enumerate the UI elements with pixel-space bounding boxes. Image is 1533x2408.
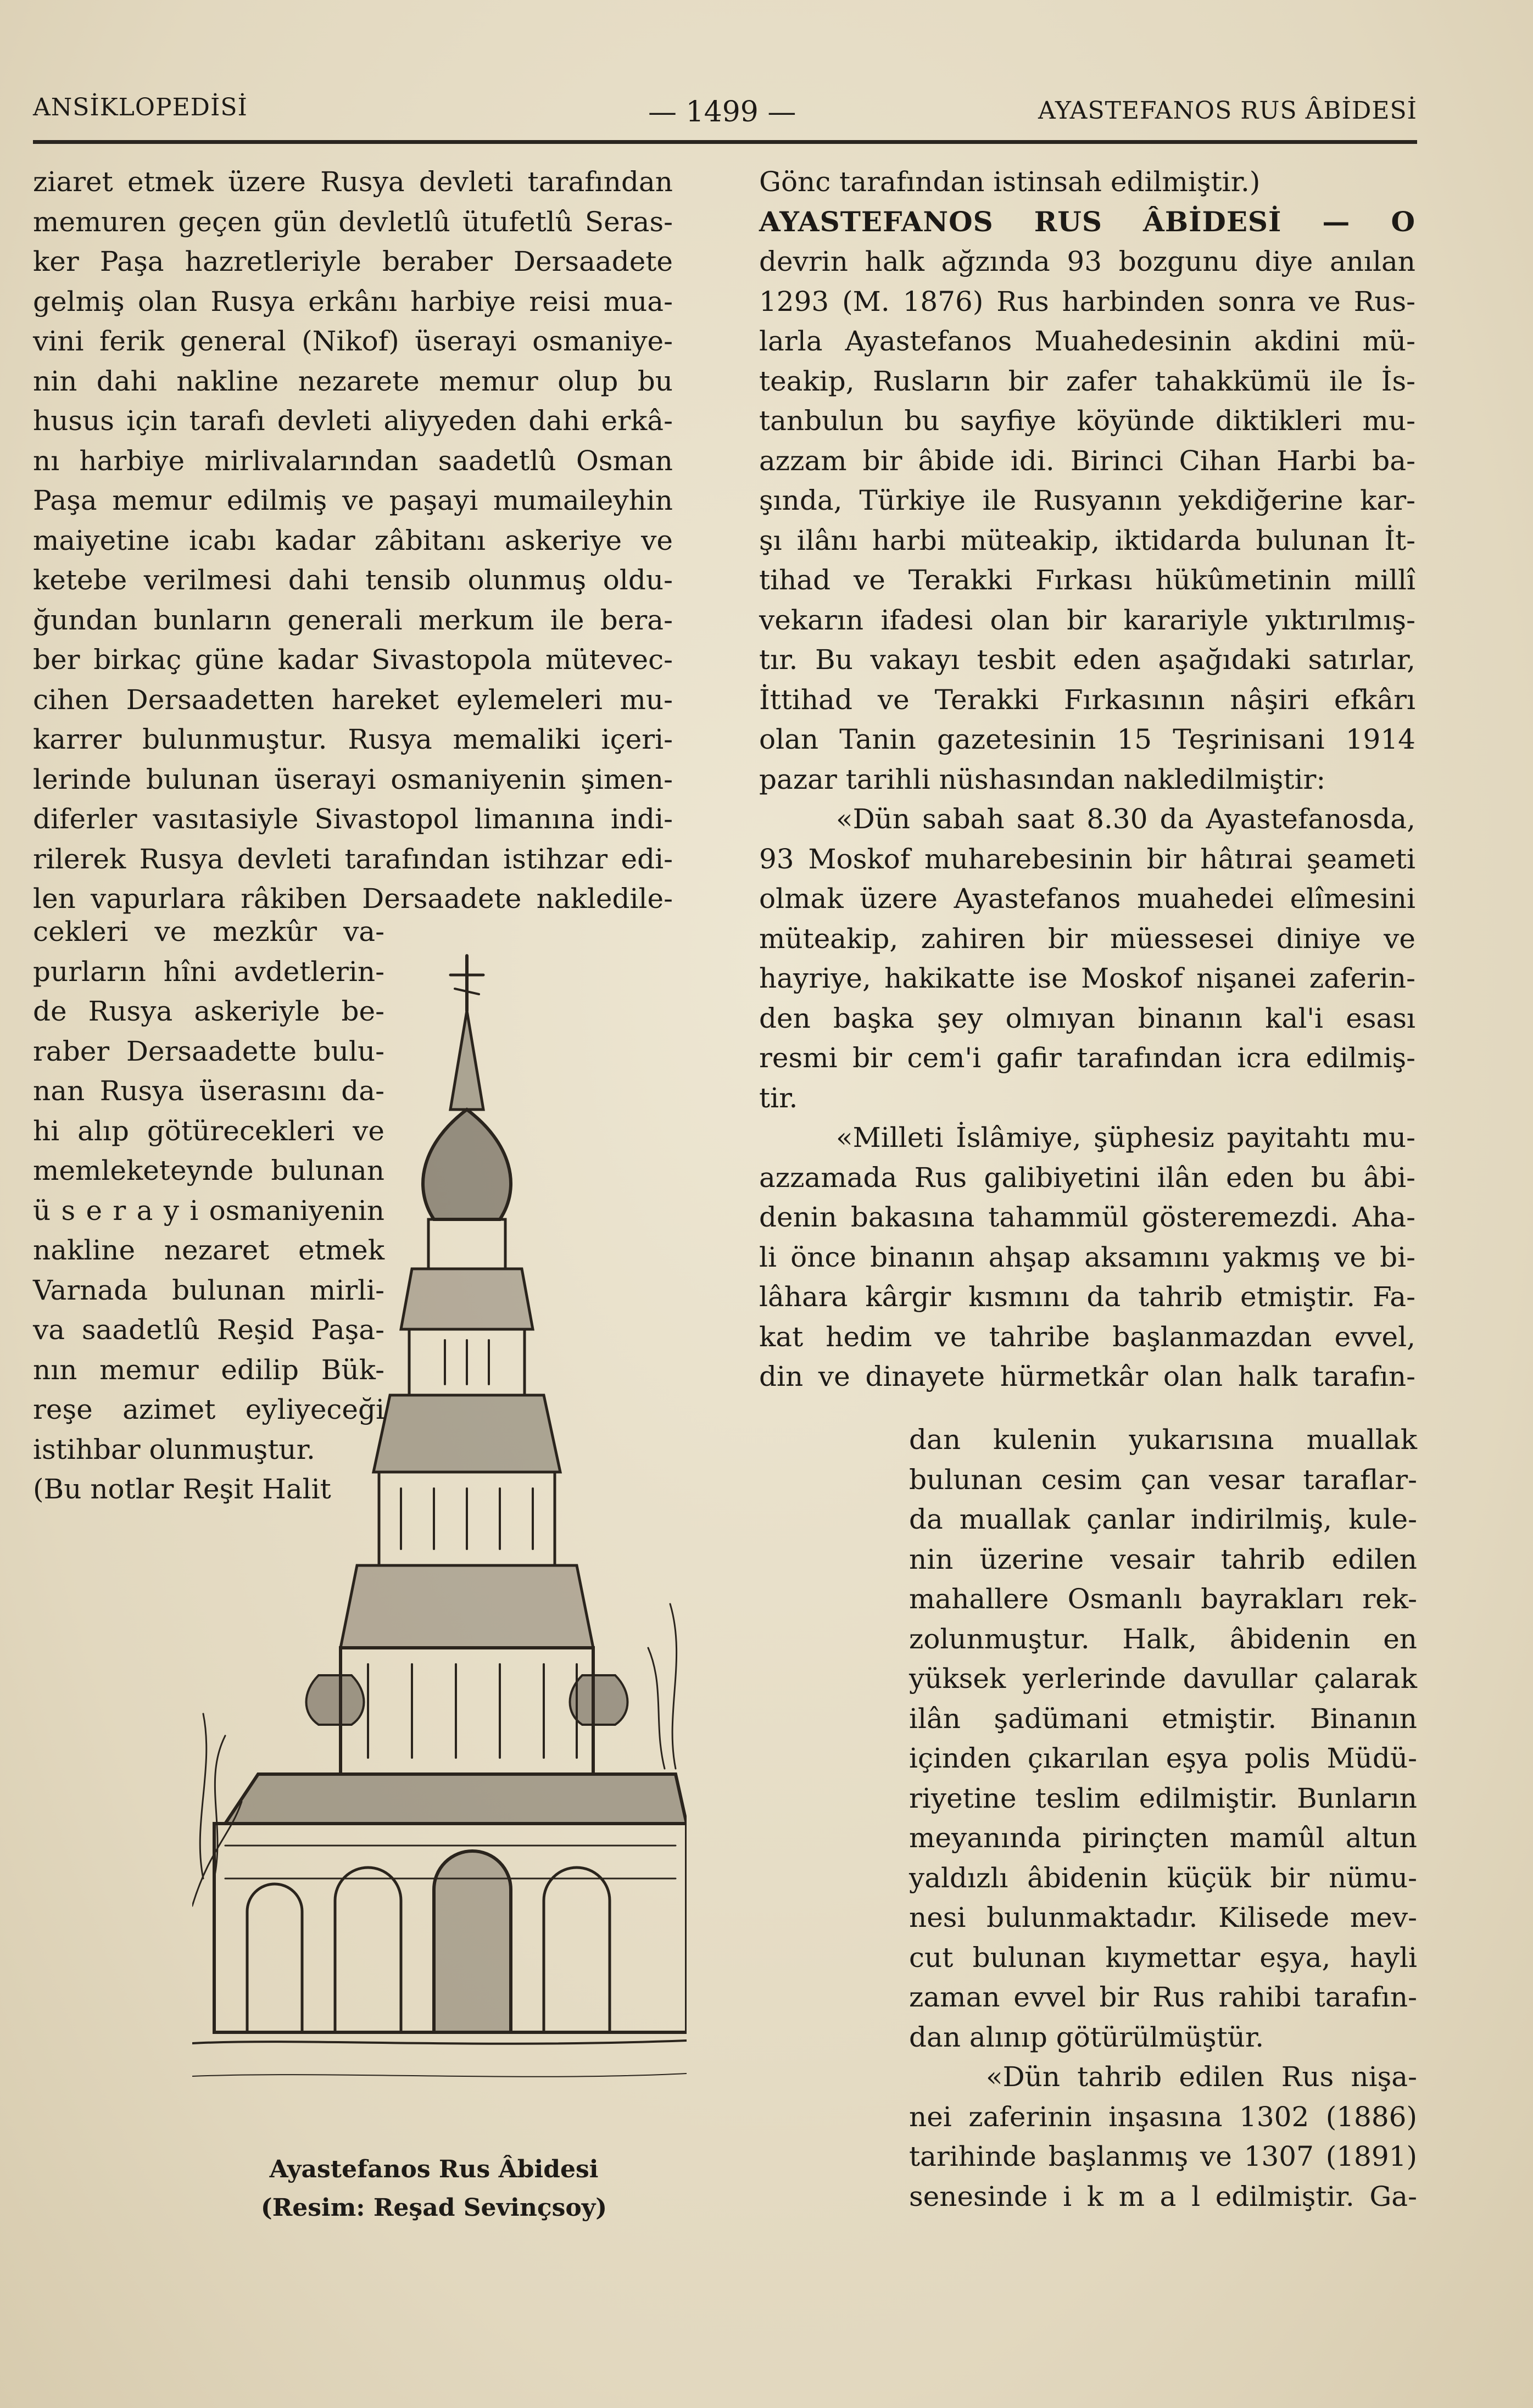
text-line: de Rusya askeriyle be-: [33, 995, 384, 1027]
text-line: senesinde i k m a l edilmiştir. Ga-: [909, 2180, 1417, 2212]
text-line: meyanında pirinçten mamûl altun: [909, 1822, 1417, 1854]
text-line: hayriye, hakikatte ise Moskof nişanei zaferin-: [759, 962, 1415, 994]
caption-credit: (Resim: Reşad Sevinçsoy): [260, 2194, 607, 2222]
text-line: İttihad ve Terakki Fırkasının nâşiri efkârı: [759, 683, 1415, 716]
header-rule: [33, 140, 1417, 144]
text-line: «Milleti İslâmiye, şüphesiz payitahtı mu-: [836, 1122, 1415, 1153]
text-line: cut bulunan kıymettar eşya, hayli: [909, 1941, 1417, 1974]
text-line: nin üzerine vesair tahrib edilen: [909, 1543, 1417, 1575]
text-line: «Dün sabah saat 8.30 da Ayastefanosda,: [836, 803, 1415, 835]
text-line: ilân şadümani etmiştir. Binanın: [909, 1702, 1417, 1735]
text-line: Paşa memur edilmiş ve paşayi mumaileyhin: [33, 484, 673, 516]
text-line: teakip, Rusların bir zafer tahakkümü ile İs-: [759, 365, 1415, 397]
text-line: resmi bir cem'i gafir tarafından icra edilmiş-: [759, 1042, 1415, 1074]
text-line: olan Tanin gazetesinin 15 Teşrinisani 1914: [759, 723, 1415, 755]
text-line: bulunan cesim çan vesar taraflar-: [909, 1463, 1417, 1496]
text-line: li önce binanın ahşap aksamını yakmış ve bi-: [759, 1241, 1415, 1273]
text-line: istihbar olunmuştur.: [33, 1433, 315, 1465]
text-line: karrer bulunmuştur. Rusya memaliki içeri-: [33, 723, 673, 755]
text-line: rilerek Rusya devleti tarafından istihzar edi-: [33, 843, 673, 875]
text-line: şında, Türkiye ile Rusyanın yekdiğerine kar-: [759, 484, 1415, 516]
text-line: Varnada bulunan mirli-: [33, 1274, 384, 1306]
text-line: «Dün tahrib edilen Rus nişa-: [986, 2061, 1417, 2093]
text-line: gelmiş olan Rusya erkânı harbiye reisi mua-: [33, 285, 673, 317]
text-line: azzamada Rus galibiyetini ilân eden bu âbi-: [759, 1161, 1415, 1194]
text-line: 1293 (M. 1876) Rus harbinden sonra ve Rus-: [759, 285, 1415, 317]
text-line: memuren geçen gün devletlû ütufetlû Seras-: [33, 205, 673, 238]
text-line: nan Rusya üserasını da-: [33, 1075, 384, 1107]
text-line: mahallere Osmanlı bayrakları rek-: [909, 1583, 1417, 1615]
text-line: tir.: [759, 1082, 798, 1114]
right-column-narrow: [909, 1420, 1417, 2216]
text-line: dan alınıp götürülmüştür.: [909, 2021, 1264, 2053]
text-line: tarihinde başlanmış ve 1307 (1891): [909, 2141, 1417, 2172]
text-line: denin bakasına tahammül gösteremezdi. Aha-: [759, 1201, 1415, 1233]
text-line: kat hedim ve tahribe başlanmazdan evvel,: [759, 1320, 1415, 1353]
right-column-wide: [759, 162, 1415, 1397]
text-line: memleketeynde bulunan: [33, 1155, 384, 1186]
text-line: pazar tarihli nüshasından nakledilmiştir:: [759, 763, 1326, 795]
text-line: ketebe verilmesi dahi tensib olunmuş oldu-: [33, 564, 673, 596]
text-line: tır. Bu vakayı tesbit eden aşağıdaki satırlar,: [759, 644, 1415, 676]
text-line: va saadetlû Reşid Paşa-: [33, 1314, 384, 1346]
text-line: yüksek yerlerinde davullar çalarak: [909, 1663, 1417, 1694]
text-line: AYASTEFANOS RUS ÂBİDESİ — O: [759, 205, 1415, 238]
figure-caption: [170, 2150, 698, 2227]
text-line: azzam bir âbide idi. Birinci Cihan Harbi ba-: [759, 444, 1415, 477]
text-line: din ve dinayete hürmetkâr olan halk tarafın-: [759, 1361, 1415, 1392]
text-line: nesi bulunmaktadır. Kilisede mev-: [909, 1902, 1417, 1933]
page-number: — 1499 —: [648, 96, 796, 129]
left-column-wide: [33, 162, 673, 919]
text-line: vini ferik general (Nikof) üserayi osmaniye-: [33, 325, 673, 357]
text-line: purların hîni avdetlerin-: [33, 955, 384, 988]
text-line: husus için tarafı devleti aliyyeden dahi erkâ-: [33, 405, 673, 437]
text-line: den başka şey olmıyan binanın kal'i esası: [759, 1002, 1415, 1034]
text-line: müteakip, zahiren bir müessesei diniye ve: [759, 922, 1415, 955]
text-line: ker Paşa hazretleriyle beraber Dersaadete: [33, 246, 673, 277]
text-line: yaldızlı âbidenin küçük bir nümu-: [909, 1861, 1417, 1894]
text-line: vekarın ifadesi olan bir karariyle yıktırılmış-: [759, 604, 1415, 636]
text-line: ü s e r a y i osmaniyenin: [33, 1194, 384, 1227]
text-line: reşe azimet eyliyeceği: [33, 1393, 384, 1425]
text-line: nakline nezaret etmek: [33, 1234, 384, 1266]
text-line: devrin halk ağzında 93 bozgunu diye anılan: [759, 246, 1415, 277]
text-line: lerinde bulunan üserayi osmaniyenin şimen-: [33, 763, 673, 795]
text-line: cihen Dersaadetten hareket eylemeleri mu-: [33, 683, 673, 716]
text-line: hi alıp götürecekleri ve: [33, 1114, 384, 1147]
text-line: ber birkaç güne kadar Sivastopola mütevec-: [33, 644, 673, 676]
text-line: len vapurlara râkiben Dersaadete nakledile-: [33, 883, 673, 915]
text-line: cekleri ve mezkûr va-: [33, 916, 384, 947]
header-encyclopedia-name: ANSİKLOPEDİSİ: [33, 93, 248, 121]
text-line: nin dahi nakline nezarete memur olup bu: [33, 365, 673, 397]
text-line: (Bu notlar Reşit Halit: [33, 1473, 331, 1505]
text-line: zolunmuştur. Halk, âbidenin en: [909, 1623, 1417, 1655]
text-line: tanbulun bu sayfiye köyünde diktikleri mu-: [759, 405, 1415, 437]
text-line: nı harbiye mirlivalarından saadetlû Osman: [33, 444, 673, 477]
text-line: larla Ayastefanos Muahedesinin akdini mü-: [759, 325, 1415, 357]
text-line: nei zaferinin inşasına 1302 (1886): [909, 2100, 1417, 2133]
text-line: içinden çıkarılan eşya polis Müdü-: [909, 1742, 1417, 1774]
text-line: ziaret etmek üzere Rusya devleti tarafından: [33, 166, 673, 198]
text-line: diferler vasıtasiyle Sivastopol limanına indi-: [33, 803, 673, 835]
text-line: maiyetine icabı kadar zâbitanı askeriye ve: [33, 524, 673, 556]
text-line: olmak üzere Ayastefanos muahedei elîmesini: [759, 883, 1415, 915]
text-line: 93 Moskof muharebesinin bir hâtırai şeameti: [759, 843, 1415, 875]
text-line: da muallak çanlar indirilmiş, kule-: [909, 1503, 1417, 1535]
text-line: ğundan bunların generali merkum ile bera-: [33, 604, 673, 636]
text-line: riyetine teslim edilmiştir. Bunların: [909, 1782, 1417, 1814]
monument-illustration: [192, 945, 687, 2131]
text-line: şı ilânı harbi müteakip, iktidarda bulunan İt-: [759, 524, 1415, 556]
header-article-title: AYASTEFANOS RUS ÂBİDESİ: [1038, 97, 1417, 125]
caption-title: Ayastefanos Rus Âbidesi: [269, 2155, 599, 2183]
text-line: raber Dersaadette bulu-: [33, 1035, 384, 1067]
text-line: dan kulenin yukarısına muallak: [909, 1424, 1417, 1456]
text-line: zaman evvel bir Rus rahibi tarafın-: [909, 1981, 1417, 2013]
page-header: [33, 82, 1417, 143]
text-line: lâhara kârgir kısmını da tahrib etmiştir. Fa-: [759, 1281, 1415, 1313]
text-line: Gönc tarafından istinsah edilmiştir.): [759, 166, 1261, 198]
text-line: tihad ve Terakki Fırkası hükûmetinin millî: [759, 564, 1415, 596]
text-line: nın memur edilip Bük-: [33, 1353, 384, 1386]
